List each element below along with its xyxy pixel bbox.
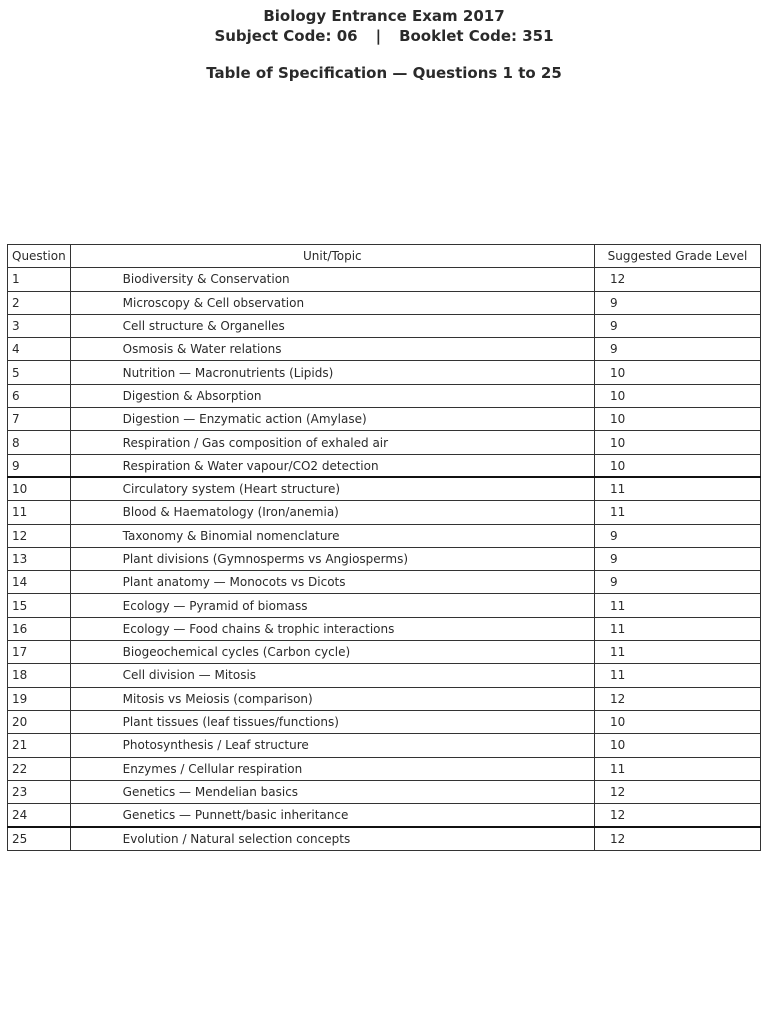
table-row (8, 664, 761, 687)
question-cell: 18 (8, 664, 71, 687)
question-cell: 22 (8, 757, 71, 780)
booklet-code: Booklet Code: 351 (399, 27, 554, 45)
grade-cell: 9 (595, 314, 761, 337)
grade-cell: 9 (595, 571, 761, 594)
table-subtitle: Table of Specification — Questions 1 to 25 (206, 64, 562, 82)
topic-cell: Ecology — Pyramid of biomass (70, 594, 594, 617)
topic-cell: Cell structure & Organelles (70, 314, 594, 337)
question-cell: 2 (8, 291, 71, 314)
table-row (8, 827, 761, 850)
topic-cell: Evolution / Natural selection concepts (70, 827, 594, 850)
table-row (8, 408, 761, 431)
question-cell: 14 (8, 571, 71, 594)
table-row (8, 477, 761, 500)
topic-cell: Respiration & Water vapour/CO2 detection (70, 454, 594, 477)
question-cell: 15 (8, 594, 71, 617)
table-row (8, 571, 761, 594)
table-row (8, 384, 761, 407)
table-body (8, 268, 761, 850)
grade-cell: 11 (595, 757, 761, 780)
topic-cell: Circulatory system (Heart structure) (70, 477, 594, 500)
question-cell: 3 (8, 314, 71, 337)
column-header-grade: Suggested Grade Level (595, 245, 761, 268)
table-row (8, 314, 761, 337)
topic-cell: Biodiversity & Conservation (70, 268, 594, 291)
topic-cell: Plant tissues (leaf tissues/functions) (70, 710, 594, 733)
table-row (8, 710, 761, 733)
question-cell: 5 (8, 361, 71, 384)
grade-cell: 10 (595, 710, 761, 733)
question-cell: 24 (8, 804, 71, 827)
grade-cell: 10 (595, 361, 761, 384)
grade-cell: 12 (595, 268, 761, 291)
table-row (8, 361, 761, 384)
table-row (8, 641, 761, 664)
grade-cell: 9 (595, 338, 761, 361)
question-cell: 10 (8, 477, 71, 500)
grade-cell: 11 (595, 594, 761, 617)
grade-cell: 12 (595, 687, 761, 710)
topic-cell: Genetics — Mendelian basics (70, 780, 594, 803)
grade-cell: 10 (595, 408, 761, 431)
header-spacer (0, 46, 768, 63)
question-cell: 23 (8, 780, 71, 803)
table-row (8, 780, 761, 803)
grade-cell: 10 (595, 431, 761, 454)
column-header-topic: Unit/Topic (70, 245, 594, 268)
table-header-row (8, 245, 761, 268)
code-separator: | (375, 27, 382, 45)
topic-cell: Photosynthesis / Leaf structure (70, 734, 594, 757)
topic-cell: Mitosis vs Meiosis (comparison) (70, 687, 594, 710)
specification-table (7, 244, 761, 851)
question-cell: 16 (8, 617, 71, 640)
topic-cell: Respiration / Gas composition of exhaled air (70, 431, 594, 454)
question-cell: 8 (8, 431, 71, 454)
question-cell: 9 (8, 454, 71, 477)
question-cell: 1 (8, 268, 71, 291)
topic-cell: Ecology — Food chains & trophic interactions (70, 617, 594, 640)
table-row (8, 338, 761, 361)
table-row (8, 291, 761, 314)
grade-cell: 11 (595, 617, 761, 640)
question-cell: 17 (8, 641, 71, 664)
table-row (8, 454, 761, 477)
table-row (8, 547, 761, 570)
code-line (0, 26, 768, 46)
topic-cell: Taxonomy & Binomial nomenclature (70, 524, 594, 547)
table-row (8, 268, 761, 291)
grade-cell: 9 (595, 524, 761, 547)
topic-cell: Cell division — Mitosis (70, 664, 594, 687)
table-row (8, 804, 761, 827)
question-cell: 12 (8, 524, 71, 547)
grade-cell: 10 (595, 384, 761, 407)
question-cell: 13 (8, 547, 71, 570)
topic-cell: Plant divisions (Gymnosperms vs Angiosperms) (70, 547, 594, 570)
table-row (8, 501, 761, 524)
question-cell: 7 (8, 408, 71, 431)
table-row (8, 431, 761, 454)
topic-cell: Microscopy & Cell observation (70, 291, 594, 314)
grade-cell: 11 (595, 641, 761, 664)
grade-cell: 11 (595, 477, 761, 500)
topic-cell: Plant anatomy — Monocots vs Dicots (70, 571, 594, 594)
question-cell: 20 (8, 710, 71, 733)
exam-title: Biology Entrance Exam 2017 (263, 7, 505, 25)
grade-cell: 11 (595, 664, 761, 687)
topic-cell: Osmosis & Water relations (70, 338, 594, 361)
topic-cell: Enzymes / Cellular respiration (70, 757, 594, 780)
column-header-question: Question (8, 245, 71, 268)
topic-cell: Genetics — Punnett/basic inheritance (70, 804, 594, 827)
grade-cell: 9 (595, 547, 761, 570)
grade-cell: 12 (595, 827, 761, 850)
topic-cell: Digestion & Absorption (70, 384, 594, 407)
grade-cell: 11 (595, 501, 761, 524)
question-cell: 4 (8, 338, 71, 361)
grade-cell: 10 (595, 454, 761, 477)
grade-cell: 9 (595, 291, 761, 314)
table-row (8, 617, 761, 640)
grade-cell: 10 (595, 734, 761, 757)
question-cell: 6 (8, 384, 71, 407)
table-row (8, 687, 761, 710)
topic-cell: Digestion — Enzymatic action (Amylase) (70, 408, 594, 431)
subject-code: Subject Code: 06 (214, 27, 358, 45)
table-row (8, 734, 761, 757)
question-cell: 19 (8, 687, 71, 710)
question-cell: 21 (8, 734, 71, 757)
topic-cell: Nutrition — Macronutrients (Lipids) (70, 361, 594, 384)
table-row (8, 594, 761, 617)
document-header (0, 6, 768, 83)
question-cell: 25 (8, 827, 71, 850)
grade-cell: 12 (595, 804, 761, 827)
topic-cell: Biogeochemical cycles (Carbon cycle) (70, 641, 594, 664)
table-row (8, 524, 761, 547)
question-cell: 11 (8, 501, 71, 524)
topic-cell: Blood & Haematology (Iron/anemia) (70, 501, 594, 524)
table-row (8, 757, 761, 780)
grade-cell: 12 (595, 780, 761, 803)
